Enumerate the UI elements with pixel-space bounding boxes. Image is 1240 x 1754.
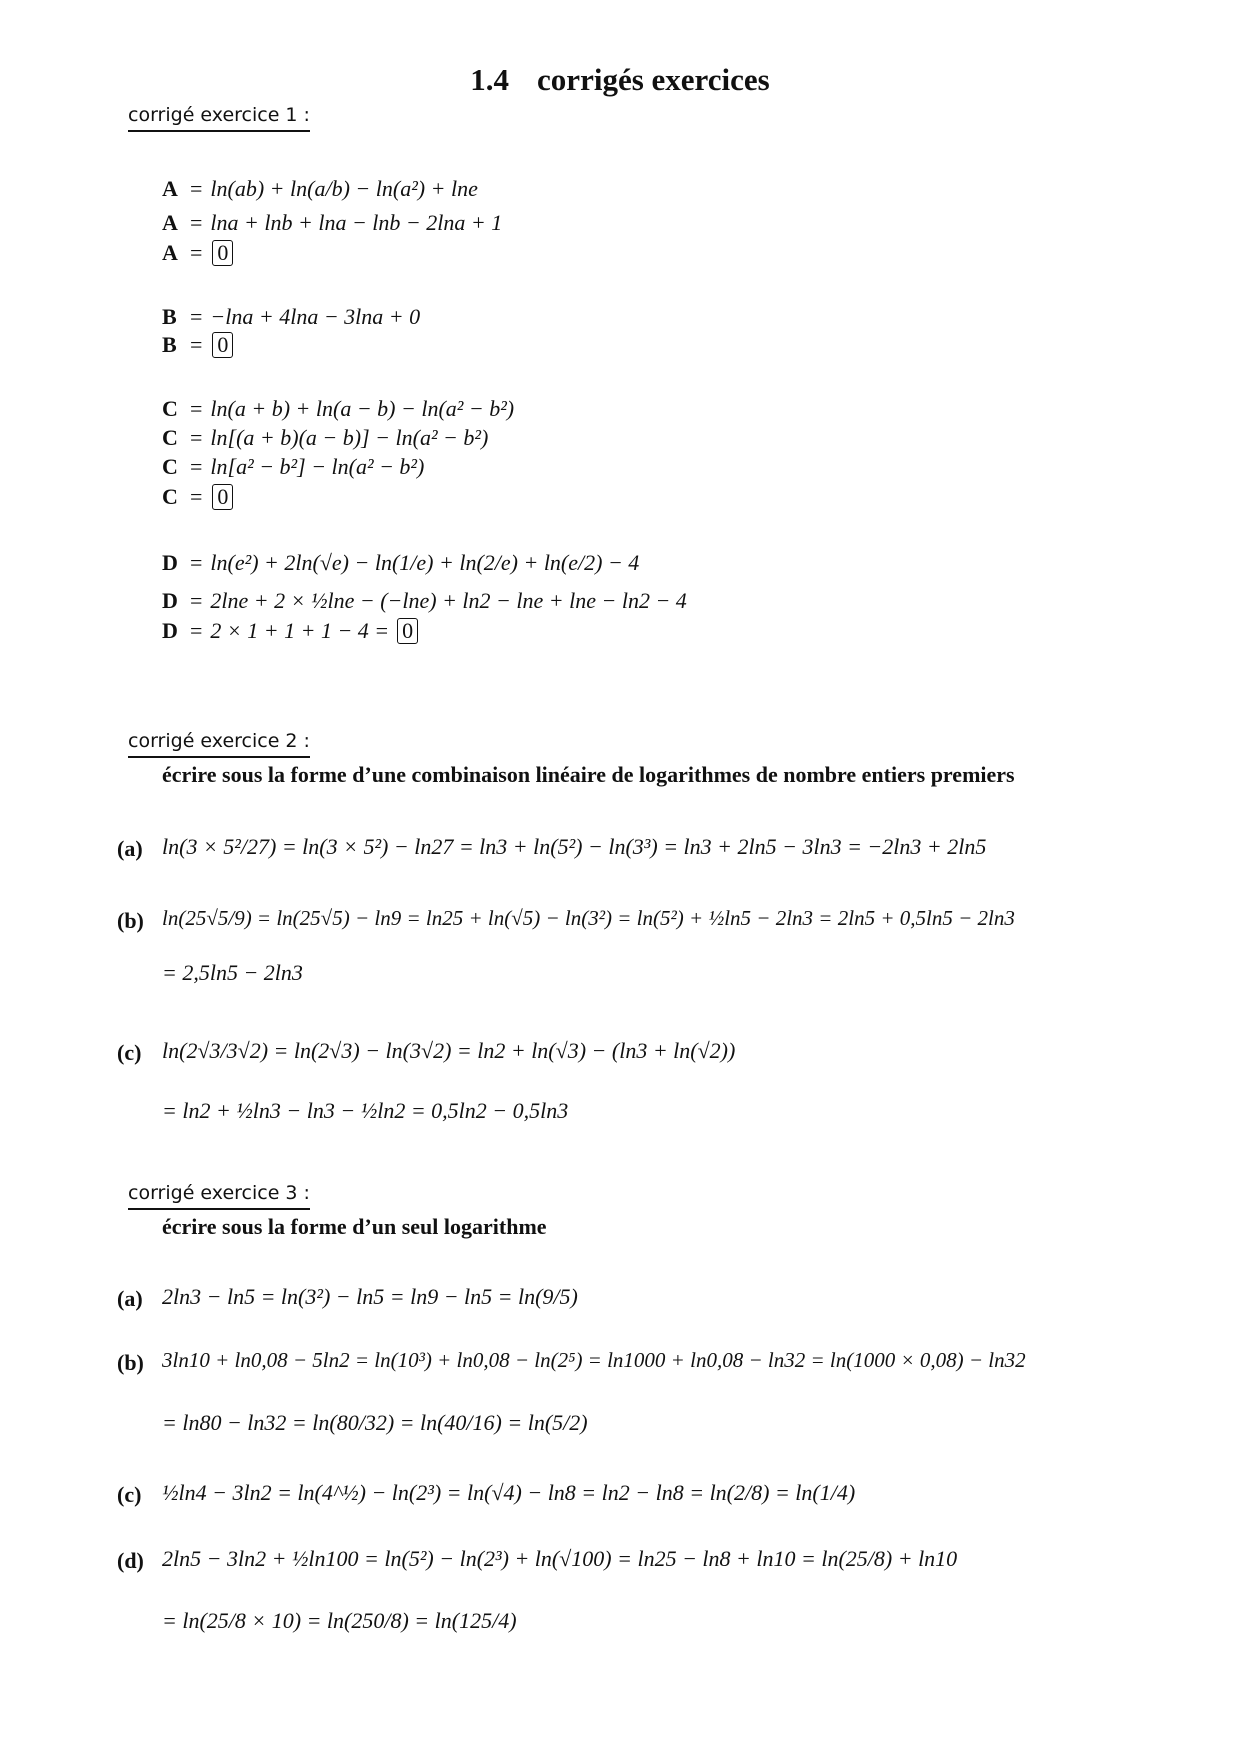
eq-C-4: C = 0 [162,484,233,510]
ex2-c-line-1: ln(2√3/3√2) = ln(2√3) − ln(3√2) = ln2 + ln(√3) − (ln3 + ln(√2)) [162,1038,736,1063]
ex2-c-line-2: = ln2 + ½ln3 − ln3 − ½ln2 = 0,5ln2 − 0,5ln3 [162,1098,569,1123]
eq-C-1: C = ln(a + b) + ln(a − b) − ln(a² − b²) [162,396,515,421]
item-label: (c) [117,1040,142,1065]
ex3-c-line-1: ½ln4 − 3ln2 = ln(4^½) − ln(2³) = ln(√4) − ln8 = ln2 − ln8 = ln(2/8) = ln(1/4) [162,1480,856,1505]
item-label: (c) [117,1482,142,1507]
exercise-3-heading: corrigé exercice 3 : [128,1182,310,1210]
item-label: (a) [117,1286,143,1311]
result-box: 0 [397,618,418,644]
item-label: (d) [117,1548,144,1573]
ex3-b-line-1: 3ln10 + ln0,08 − 5ln2 = ln(10³) + ln0,08 − ln(2⁵) = ln1000 + ln0,08 − ln32 = ln(1000 × 0,08) − ln32 [162,1348,1026,1372]
eq-A-3: A = 0 [162,240,233,266]
ex3-b-line-2: = ln80 − ln32 = ln(80/32) = ln(40/16) = ln(5/2) [162,1410,588,1435]
exercise-1-heading: corrigé exercice 1 : [128,104,310,132]
section-title-text: corrigés exercices [537,62,770,97]
ex3-a-line-1: 2ln3 − ln5 = ln(3²) − ln5 = ln9 − ln5 = ln(9/5) [162,1284,578,1309]
item-label: (b) [117,1350,144,1375]
exercise-3-instruction: écrire sous la forme d’un seul logarithme [162,1214,547,1239]
result-box: 0 [212,332,233,358]
eq-B-1: B = −lna + 4lna − 3lna + 0 [162,304,421,329]
eq-A-1: A = ln(ab) + ln(a/b) − ln(a²) + lne [162,176,478,201]
eq-D-3: D = 2 × 1 + 1 + 1 − 4 = 0 [162,618,418,644]
result-box: 0 [212,240,233,266]
ex3-d-line-1: 2ln5 − 3ln2 + ½ln100 = ln(5²) − ln(2³) + ln(√100) = ln25 − ln8 + ln10 = ln(25/8) + ln10 [162,1546,958,1571]
item-label: (b) [117,908,144,933]
eq-D-2: D = 2lne + 2 × ½lne − (−lne) + ln2 − lne + lne − ln2 − 4 [162,588,687,613]
item-label: (a) [117,836,143,861]
section-number: 1.4 [470,62,510,97]
exercise-2-instruction: écrire sous la forme d’une combinaison linéaire de logarithmes de nombre entiers premiers [162,762,1015,787]
eq-A-2: A = lna + lnb + lna − lnb − 2lna + 1 [162,210,503,235]
exercise-2-heading: corrigé exercice 2 : [128,730,310,758]
section-title [0,62,1240,98]
eq-B-2: B = 0 [162,332,233,358]
ex3-d-line-2: = ln(25/8 × 10) = ln(250/8) = ln(125/4) [162,1608,517,1633]
ex2-b-line-1: ln(25√5/9) = ln(25√5) − ln9 = ln25 + ln(√5) − ln(3²) = ln(5²) + ½ln5 − 2ln3 = 2ln5 + 0,5ln5 − 2ln3 [162,906,1015,930]
eq-C-2: C = ln[(a + b)(a − b)] − ln(a² − b²) [162,425,489,450]
ex2-a-line-1: ln(3 × 5²/27) = ln(3 × 5²) − ln27 = ln3 + ln(5²) − ln(3³) = ln3 + 2ln5 − 3ln3 = −2ln3 + 2ln5 [162,834,987,859]
eq-D-1: D = ln(e²) + 2ln(√e) − ln(1/e) + ln(2/e) + ln(e/2) − 4 [162,550,640,575]
result-box: 0 [212,484,233,510]
ex2-b-line-2: = 2,5ln5 − 2ln3 [162,960,303,985]
eq-C-3: C = ln[a² − b²] − ln(a² − b²) [162,454,425,479]
